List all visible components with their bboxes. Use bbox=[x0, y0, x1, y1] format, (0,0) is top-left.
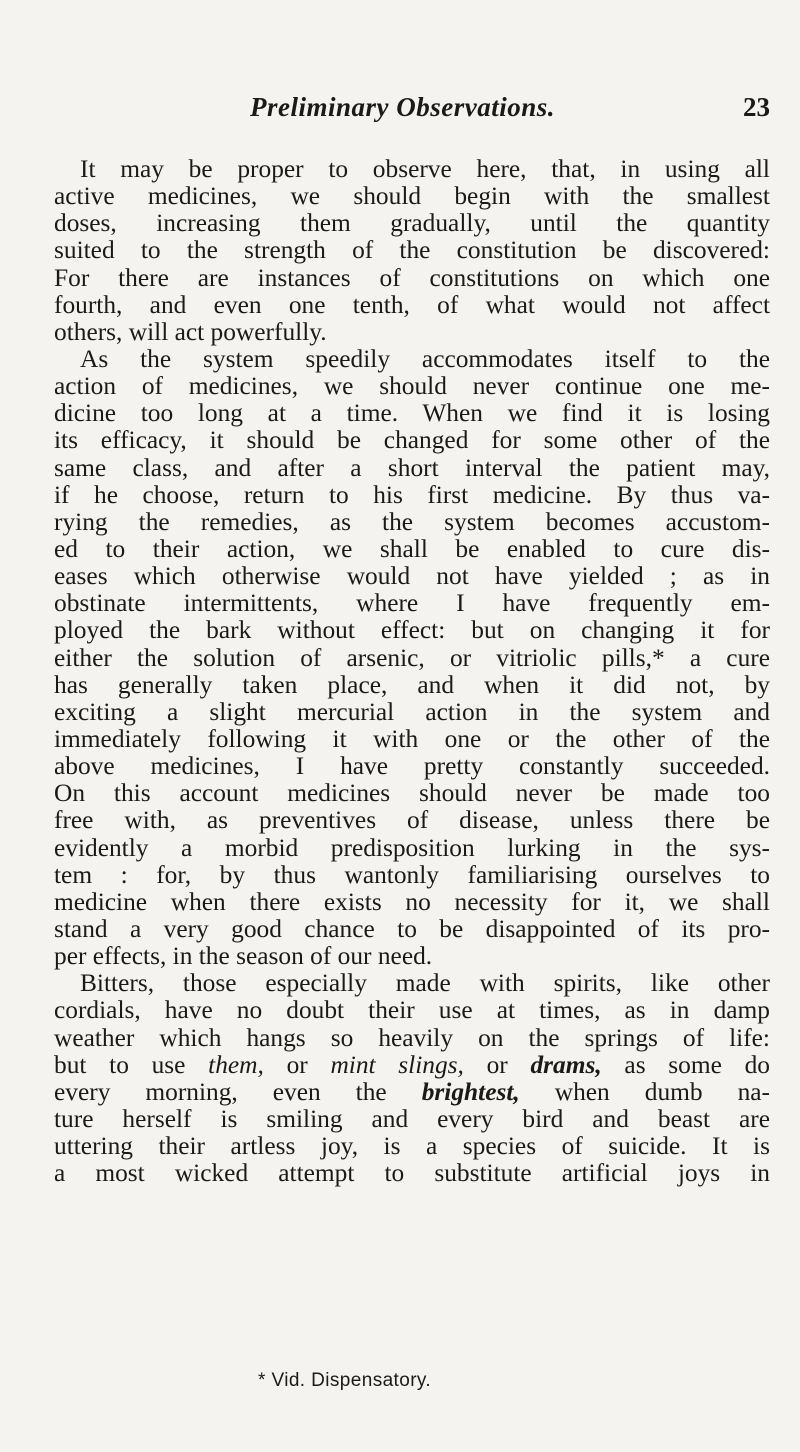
text-run: as some do bbox=[601, 1050, 770, 1079]
footnote: * Vid. Dispensatory. bbox=[258, 1370, 432, 1391]
text-run: when dumb na- bbox=[519, 1077, 770, 1106]
text-line: its efficacy, it should be changed for some other of the bbox=[54, 426, 770, 455]
text-line: ployed the bark without effect: but on changing it for bbox=[54, 616, 770, 645]
text-line: evidently a morbid predisposition lurking in the sys- bbox=[54, 833, 770, 862]
text-line: medicine when there exists no necessity for it, we shall bbox=[54, 887, 770, 916]
text-run: but to use bbox=[54, 1050, 209, 1079]
italic-run: mint slings, bbox=[330, 1050, 464, 1079]
text-line-with-italics bbox=[54, 1052, 770, 1079]
text-line: free with, as preventives of disease, unless there be bbox=[54, 806, 770, 835]
text-line: per effects, in the season of our need. bbox=[54, 942, 433, 971]
text-line: either the solution of arsenic, or vitriolic pills,* a cure bbox=[54, 643, 770, 672]
text-line: For there are instances of constitutions on which one bbox=[54, 263, 770, 292]
text-line: doses, increasing them gradually, until the quantity bbox=[54, 209, 770, 238]
text-line-with-italics bbox=[54, 1079, 770, 1106]
text-line: Bitters, those especially made with spirits, like other bbox=[80, 969, 770, 998]
italic-run: brightest, bbox=[421, 1077, 520, 1106]
text-line: dicine too long at a time. When we find it is losing bbox=[54, 399, 770, 428]
text-line: eases which otherwise would not have yielded ; as in bbox=[54, 562, 770, 591]
text-line: exciting a slight mercurial action in the system and bbox=[54, 697, 770, 726]
text-line: It may be proper to observe here, that, in using all bbox=[80, 155, 770, 183]
body-text bbox=[54, 156, 770, 1187]
text-line: rying the remedies, as the system becomes accustom- bbox=[54, 507, 770, 536]
text-line: others, will act powerfully. bbox=[54, 317, 327, 346]
text-line: above medicines, I have pretty constantly succeeded. bbox=[54, 752, 770, 781]
text-run: or bbox=[263, 1050, 331, 1079]
text-line: On this account medicines should never be made too bbox=[54, 779, 770, 808]
text-line: ed to their action, we shall be enabled to cure dis- bbox=[54, 534, 770, 563]
page-header bbox=[54, 92, 770, 132]
page-number: 23 bbox=[743, 92, 770, 122]
text-line: same class, and after a short interval the patient may, bbox=[54, 453, 770, 482]
text-run: or bbox=[463, 1050, 531, 1079]
text-line: tem : for, by thus wantonly familiarising ourselves to bbox=[54, 860, 770, 889]
text-line: fourth, and even one tenth, of what would not affect bbox=[54, 290, 770, 319]
running-title: Preliminary Observations. bbox=[250, 92, 556, 122]
text-line: cordials, have no doubt their use at times, as in damp bbox=[54, 996, 770, 1025]
text-line: uttering their artless joy, is a species of suicide. It is bbox=[54, 1132, 770, 1161]
text-line: As the system speedily accommodates itself to the bbox=[80, 344, 770, 373]
text-line: if he choose, return to his first medicine. By thus va- bbox=[54, 480, 770, 509]
text-line: weather which hangs so heavily on the springs of life: bbox=[54, 1023, 770, 1052]
text-run: every morning, even the bbox=[54, 1077, 422, 1106]
text-line: a most wicked attempt to substitute artificial joys in bbox=[54, 1159, 770, 1188]
text-line: stand a very good chance to be disappointed of its pro- bbox=[54, 914, 770, 943]
text-line: ture herself is smiling and every bird and beast are bbox=[54, 1104, 770, 1133]
text-line: suited to the strength of the constitution be discovered: bbox=[54, 236, 770, 265]
italic-run: them, bbox=[208, 1050, 264, 1079]
text-line: action of medicines, we should never continue one me- bbox=[54, 372, 770, 401]
text-line: active medicines, we should begin with the smallest bbox=[54, 182, 770, 211]
text-line: has generally taken place, and when it did not, by bbox=[54, 670, 770, 699]
text-line: obstinate intermittents, where I have frequently em- bbox=[54, 589, 770, 618]
text-line: immediately following it with one or the other of the bbox=[54, 724, 770, 753]
italic-run: drams, bbox=[530, 1050, 602, 1079]
